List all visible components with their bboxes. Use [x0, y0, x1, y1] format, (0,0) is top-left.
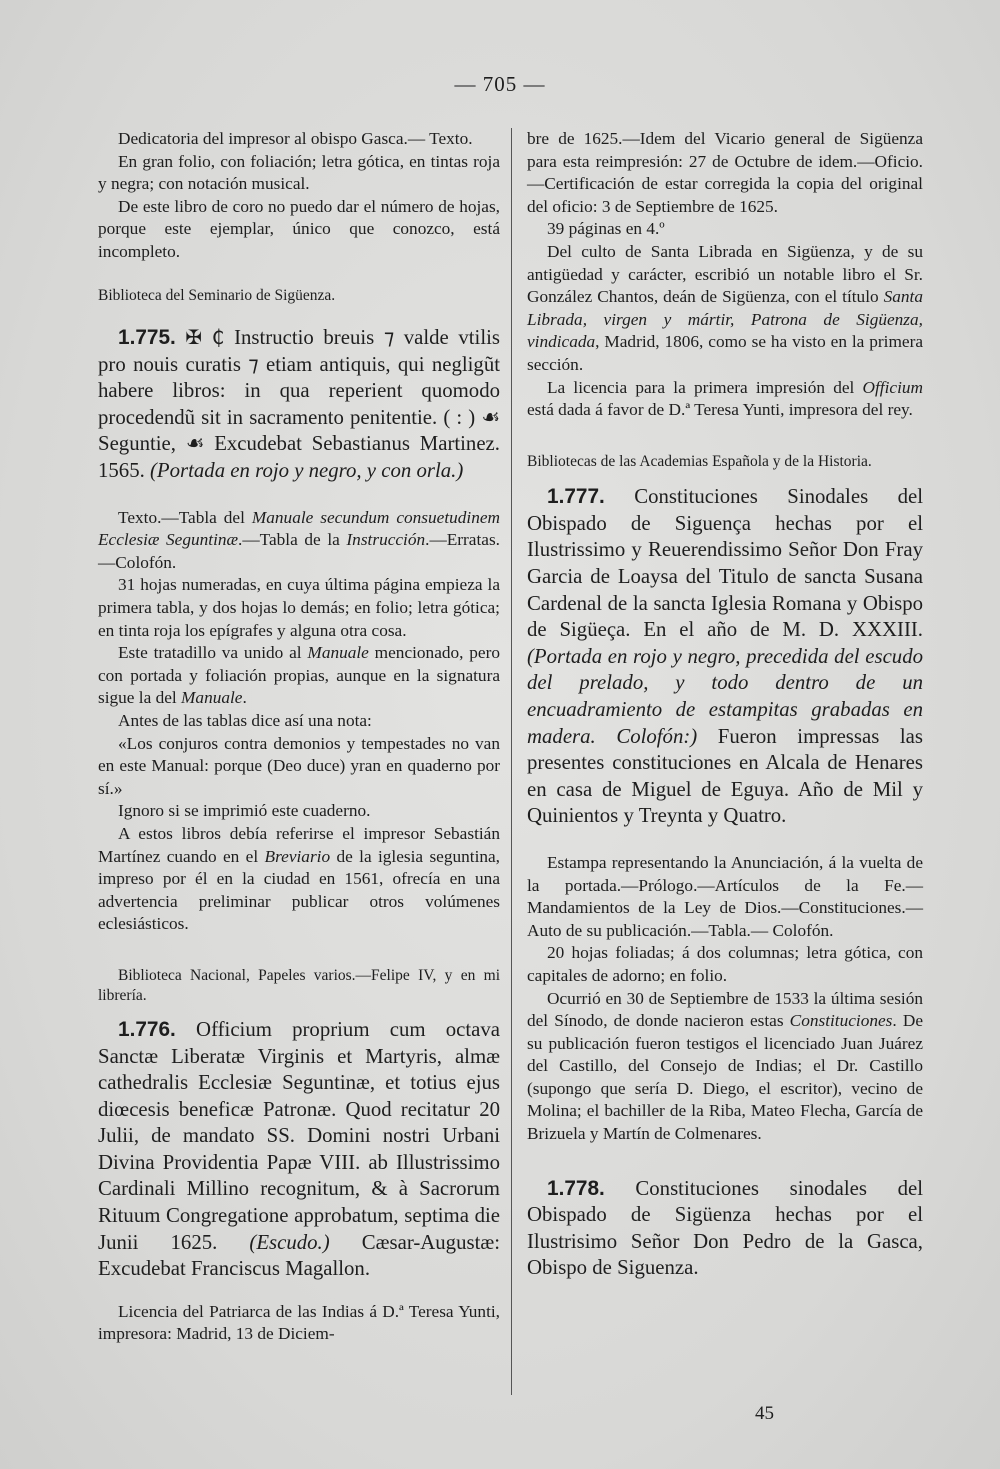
text: Del culto de Santa Librada en Sigüenza, y de su antigüedad y carácter, escribió un notable libro el Sr. González Chantos, deán de Sigüenza, con el título: [527, 241, 923, 307]
paragraph: [98, 1301, 500, 1346]
text: está dada á favor de D.ª Teresa Yunti, impresora del rey.: [527, 400, 913, 420]
signature-mark: 45: [755, 1403, 774, 1424]
source-note: Bibliotecas de las Academias Española y de la Historia.: [527, 452, 872, 470]
left-column: [98, 128, 500, 1346]
paragraph: [98, 642, 500, 710]
paragraph: [527, 852, 923, 942]
entry-note: (Escudo.): [249, 1230, 330, 1254]
text: La licencia para la primera impresión del: [547, 377, 863, 397]
italic-text: Instrucción: [346, 530, 426, 550]
entry-title: Constituciones Sinodales del Obispado de Siguença hechas por el Ilustrissimo y Reuerendissimo Señor Don Fray Garcia de Loaysa del Titulo de sancta Susana Cardenal de la sancta Iglesia Romana y Obispo de Sigüeça. En el año de M. D. XXXIII.: [527, 485, 923, 642]
catalog-entry-1775: [98, 324, 500, 485]
paragraph: [527, 128, 923, 218]
text: bre de 1625.—Idem del Vicario general de Sigüenza para esta reimpresión: 27 de Octubre de idem.—Oficio.—Certificación de estar corregida la copia del original del oficio: 3 de Septiembre de 1625.: [527, 129, 923, 216]
text: «Los conjuros contra demonios y tempestades no van en este Manual: porque (Deo duce) yran en quaderno por sí.»: [98, 733, 500, 798]
entry-number: 1.777.: [547, 485, 605, 509]
paragraph: [98, 196, 500, 264]
text: Estampa representando la Anunciación, á la vuelta de la portada.—Prólogo.—Artículos de la Fe.—Mandamientos de la Ley de Dios.—Constituciones.—Auto de su publicación.—Tabla.— Colofón.: [527, 852, 923, 940]
paragraph: [98, 710, 500, 733]
text: . De su publicación fueron testigos el licenciado Juan Juárez del Castillo, del Consejo de Indias; el Dr. Castillo (supongo que sería D. Diego, el escritor), vecino de Molina; el bachiller de la Riba, Mateo Flecha, García de Brizuela y Martín de Colmenares.: [527, 1011, 923, 1144]
italic-text: Manuale: [307, 643, 369, 663]
paragraph: [527, 988, 923, 1146]
source-note: Biblioteca del Seminario de Sigüenza.: [98, 286, 336, 304]
paragraph: [98, 823, 500, 936]
text: Texto.—Tabla del: [118, 507, 252, 527]
catalog-entry-1778: [527, 1176, 923, 1282]
entry-note: (Portada en rojo y negro, precedida del escudo del prelado, y todo dentro de un encuadramiento de estampitas grabadas en madera. Colofón:): [527, 644, 923, 748]
italic-text: Breviario: [264, 846, 331, 866]
entry-imprint: Cæsar-Augustæ: Excudebat Franciscus Magallon.: [98, 1230, 501, 1281]
text: Este tratadillo va unido al: [118, 643, 308, 663]
italic-text: Constituciones: [789, 1011, 893, 1031]
cross-pattee-icon: ✠: [185, 325, 203, 350]
paragraph: [527, 218, 923, 241]
text: 31 hojas numeradas, en cuya última página empieza la primera tabla, y dos hojas lo demás; en folio; letra gótica; en tinta roja los epígrafes y alguna otra cosa.: [98, 575, 500, 640]
text: .—Tabla de la: [238, 530, 347, 550]
text: En gran folio, con foliación; letra gótica, en tintas roja y negra; con notación musical.: [98, 151, 500, 194]
paragraph: [527, 377, 923, 422]
paragraph: [527, 241, 923, 377]
catalog-entry-1776: [98, 1017, 500, 1283]
text: .—Erratas.—Colofón.: [98, 530, 500, 572]
entry-title: Officium proprium cum octava Sanctæ Liberatæ Virginis et Martyris, almæ cathedralis Ecclesiæ Seguntinæ, et totius ejus diœcesis beneficæ Patronæ. Quod recitatur 20 Julii, de mandato SS. Domini nostri Urbani Divina Providentia Papæ VIII. ab Illustrissimo Cardinali Millino recognitum, & à Sacrorum Rituum Congregatione approbatum, septima die Junii 1625.: [98, 1017, 500, 1254]
catalog-entry-1777: [527, 484, 923, 830]
italic-text: Santa Librada, virgen y mártir, Patrona de Sigüenza, vindicada: [527, 287, 923, 352]
column-divider: [511, 128, 512, 1395]
source-note: Biblioteca Nacional, Papeles varios.—Felipe IV, y en mi librería.: [98, 966, 500, 1005]
italic-text: Officium: [862, 377, 923, 397]
gothic-c-initial-icon: ₵: [211, 325, 225, 350]
paragraph: [527, 942, 923, 987]
text: A estos libros debía referirse el impresor Sebastián Martínez cuando en el: [98, 823, 500, 866]
entry-note: (Portada en rojo y negro, y con orla.): [150, 459, 464, 483]
text: de la iglesia seguntina, impreso por él en la ciudad en 1561, ofrecía en una advertencia preliminar publicar otros volúmenes eclesiásticos.: [98, 846, 500, 934]
paragraph: [98, 800, 500, 823]
paragraph: [98, 574, 500, 642]
entry-number: 1.776.: [118, 1017, 176, 1041]
paragraph: [98, 733, 500, 801]
text: mencionado, pero con portada y foliación propias, aunque en la signatura sigue la del: [98, 643, 500, 708]
text: 39 páginas en 4.º: [547, 219, 665, 239]
entry-title: Instructio breuis ⁊ valde vtilis pro nouis curatis ⁊ etiam antiquis, qui negligũt habere libros: in qua reperient quomodo procedendũ sit in sacramento penitentie. ( : ) ☙ Seguntie, ☙ Excudebat Sebastianus Martinez. 1565.: [98, 326, 500, 483]
paragraph: [98, 128, 500, 151]
italic-text: Manuale: [181, 688, 243, 708]
paragraph: [98, 507, 500, 575]
paragraph: [98, 151, 500, 196]
text: Ocurrió en 30 de Septiembre de 1533 la última sesión del Sínodo, de donde nacieron estas: [527, 988, 923, 1031]
text: , Madrid, 1806, como se ha visto en la primera sección.: [527, 332, 923, 374]
entry-imprint: Fueron impressas las presentes constituciones en Alcala de Henares en casa de Miguel de Eguya. Año de Mil y Quinientos y Treynta y Quatro.: [527, 724, 924, 828]
text: Dedicatoria del impresor al obispo Gasca.— Texto.: [118, 129, 473, 148]
text: 20 hojas foliadas; á dos columnas; letra gótica, con capitales de adorno; en folio.: [527, 943, 923, 985]
text: Ignoro si se imprimió este cuaderno.: [118, 801, 371, 821]
right-column: [527, 128, 923, 1282]
entry-title: Constituciones sinodales del Obispado de Sigüenza hechas por el Ilustrisimo Señor Don Pedro de la Gasca, Obispo de Siguenza.: [527, 1176, 923, 1280]
entry-number: 1.775.: [118, 326, 176, 350]
page-number: — 705 —: [454, 72, 546, 96]
text: Licencia del Patriarca de las Indias á D.ª Teresa Yunti, impresora: Madrid, 13 de Diciem-: [98, 1301, 500, 1344]
italic-text: Manuale secundum consuetudinem Ecclesiæ Seguntinæ: [98, 507, 500, 550]
text: De este libro de coro no puedo dar el número de hojas, porque este ejemplar, único que conozco, está incompleto.: [98, 196, 500, 261]
text: .: [242, 688, 247, 708]
entry-number: 1.778.: [547, 1176, 605, 1200]
text: Antes de las tablas dice así una nota:: [118, 710, 372, 730]
